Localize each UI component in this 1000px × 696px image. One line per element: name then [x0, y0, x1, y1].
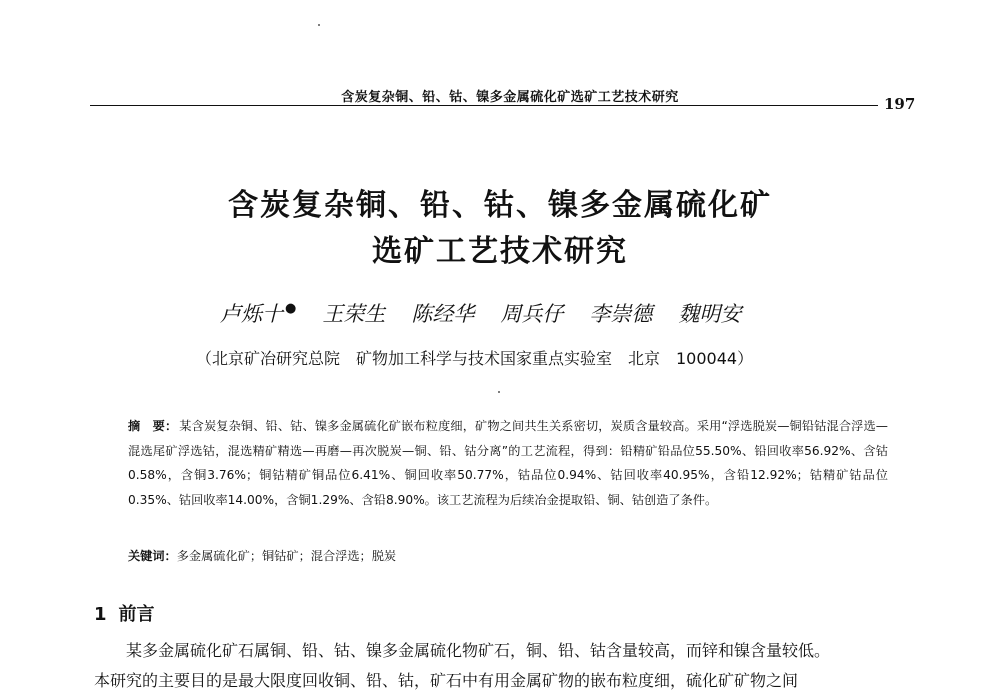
- header-rule: [90, 105, 878, 106]
- section-title: 前言: [118, 604, 155, 625]
- scan-speck: [498, 391, 500, 393]
- author-name: 陈经华: [411, 302, 475, 326]
- author-6: [678, 298, 741, 328]
- page-number: 197: [884, 95, 916, 113]
- author-name: 周兵仔: [500, 302, 564, 326]
- running-head: 含炭复杂铜、铅、钴、镍多金属硫化矿选矿工艺技术研究: [341, 90, 679, 105]
- body-paragraph: [94, 636, 914, 696]
- author-list: [220, 298, 800, 328]
- keywords-label: 关键词：: [128, 549, 177, 563]
- title-line-1: 含炭复杂铜、铅、钴、镍多金属硫化矿: [228, 188, 772, 223]
- author-name: 卢烁十: [220, 302, 283, 326]
- body-line: 某多金属硫化矿石属铜、铅、钴、镍多金属硫化物矿石，铜、铅、钴含量较高，而锌和镍含量较低。: [126, 641, 831, 660]
- author-2: [322, 298, 385, 328]
- author-name: 王荣生: [322, 302, 386, 326]
- keywords-text: 多金属硫化矿；铜钴矿；混合浮选；脱炭: [176, 549, 397, 563]
- author-4: [500, 298, 563, 328]
- author-1: [220, 298, 296, 328]
- author-5: [589, 298, 652, 328]
- abstract: [128, 414, 888, 512]
- abstract-label: 摘 要：: [128, 419, 178, 433]
- section-heading: [94, 600, 155, 626]
- affiliation: （北京矿冶研究总院 矿物加工科学与技术国家重点实验室 北京 100044）: [196, 349, 754, 368]
- keywords: [128, 547, 888, 564]
- abstract-text: 某含炭复杂铜、铅、钴、镍多金属硫化矿嵌布粒度细，矿物之间共生关系密切，炭质含量较高。采用“浮选脱炭—铜铅钴混合浮选—混选尾矿浮选钴，混选精矿精选—再磨—再次脱炭—铜、铅、钴分离”的工艺流程，得到：铅精矿铅品位55.50%、铅回收率56.92%、含钴0.58%，含铜3.76%；铜钴精矿铜品位6.41%、铜回收率50.77%，钴品位0.94%、钴回收率40.95%，含铅12.92%；钴精矿钴品位0.35%、钴回收率14.00%，含铜1.29%、含铅8.90%。该工艺流程为后续冶金提取铅、铜、钴创造了条件。: [128, 419, 888, 507]
- author-footnote-mark: ●: [285, 301, 297, 316]
- author-name: 魏明安: [678, 302, 742, 326]
- scan-speck: [318, 24, 320, 26]
- author-3: [411, 298, 474, 328]
- author-name: 李崇德: [589, 302, 653, 326]
- body-line: 本研究的主要目的是最大限度回收铜、铅、钴，矿石中有用金属矿物的嵌布粒度细，硫化矿矿物之间: [94, 671, 799, 690]
- section-number: 1: [94, 604, 107, 625]
- title-line-2: 选矿工艺技术研究: [372, 234, 628, 269]
